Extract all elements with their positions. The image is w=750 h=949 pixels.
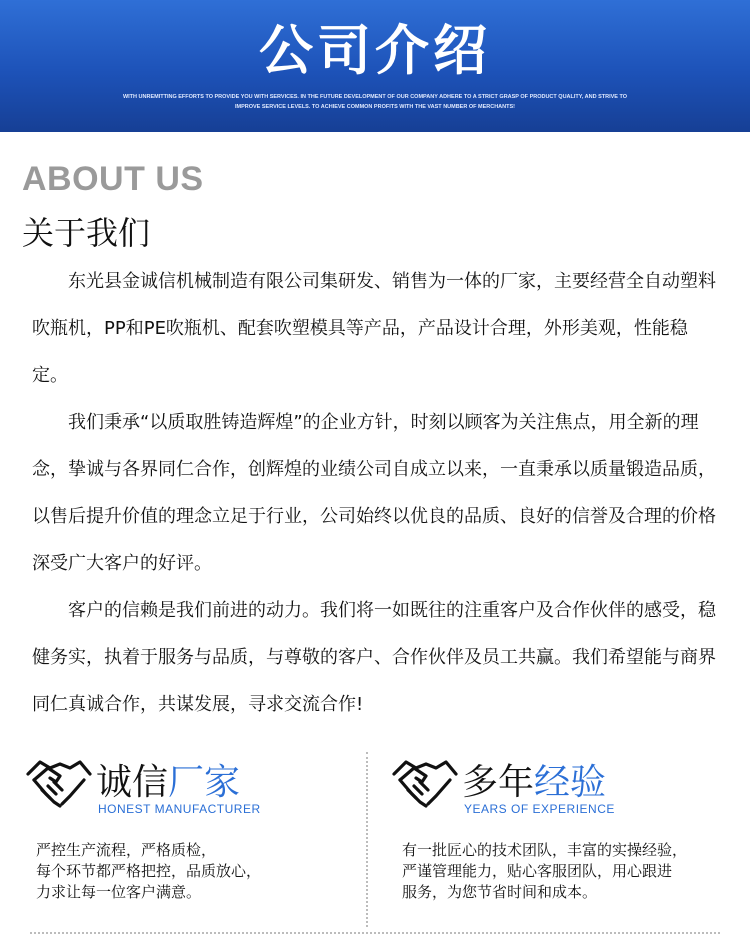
feature-title-dark: 诚信 [96,762,169,803]
feature-title [96,754,240,805]
feature-line: 力求让每一位客户满意。 [36,883,202,901]
feature-subtitle: YEARS OF EXPERIENCE [464,802,615,816]
feature-years-of-experience [390,752,730,922]
feature-line: 有一批匠心的技术团队，丰富的实操经验， [402,841,688,859]
company-description [32,258,722,728]
paragraph: 客户的信赖是我们前进的动力。我们将一如既往的注重客户及合作伙伴的感受，稳健务实，执着于服务与品质，与尊敬的客户、合作伙伴及员工共赢。我们希望能与商界同仁真诚合作，共谋发展，寻求交流合作! [32,600,716,715]
bottom-divider [30,932,720,934]
header-banner [0,0,750,132]
banner-subtitle: WITH UNREMITTING EFFORTS TO PROVIDE YOU WITH SERVICES. IN THE FUTURE DEVELOPMENT OF OUR COMPANY ADHERE TO A STRICT GRASP OF PRODUCT QUALITY, AND STRIVE TO IMPROVE SERVICE LEVELS. TO ACHIEVE COMMON PROFITS WITH THE VAST NUMBER OF MERCHANTS! [122,94,628,110]
feature-line: 严谨管理能力，贴心客服团队，用心跟进 [402,862,673,880]
feature-line: 服务，为您节省时间和成本。 [402,883,598,901]
handshake-icon [390,752,458,814]
feature-title [462,754,606,805]
about-heading-cn: 关于我们 [22,214,151,252]
about-heading-en: ABOUT US [22,160,204,198]
paragraph: 我们秉承“以质取胜铸造辉煌”的企业方针，时刻以顾客为关注焦点，用全新的理念，挚诚与各界同仁合作，创辉煌的业绩公司自成立以来，一直秉承以质量锻造品质，以售后提升价值的理念立足于行业，公司始终以优良的品质、良好的信誉及合理的价格深受广大客户的好评。 [32,412,716,574]
paragraph: 东光县金诚信机械制造有限公司集研发、销售为一体的厂家，主要经营全自动塑料吹瓶机，PP和PE吹瓶机、配套吹塑模具等产品，产品设计合理，外形美观，性能稳定。 [32,271,716,386]
feature-line: 严控生产流程，严格质检， [36,841,217,859]
feature-description [36,840,366,903]
feature-description [402,840,732,903]
feature-line: 每个环节都严格把控，品质放心， [36,862,262,880]
feature-honest-manufacturer [24,752,364,922]
handshake-icon [24,752,92,814]
banner-title: 公司介绍 [259,19,491,82]
feature-title-blue: 经验 [534,762,607,803]
feature-title-dark: 多年 [462,762,535,803]
feature-subtitle: HONEST MANUFACTURER [98,802,261,816]
feature-title-blue: 厂家 [168,762,241,803]
vertical-divider [366,752,368,927]
